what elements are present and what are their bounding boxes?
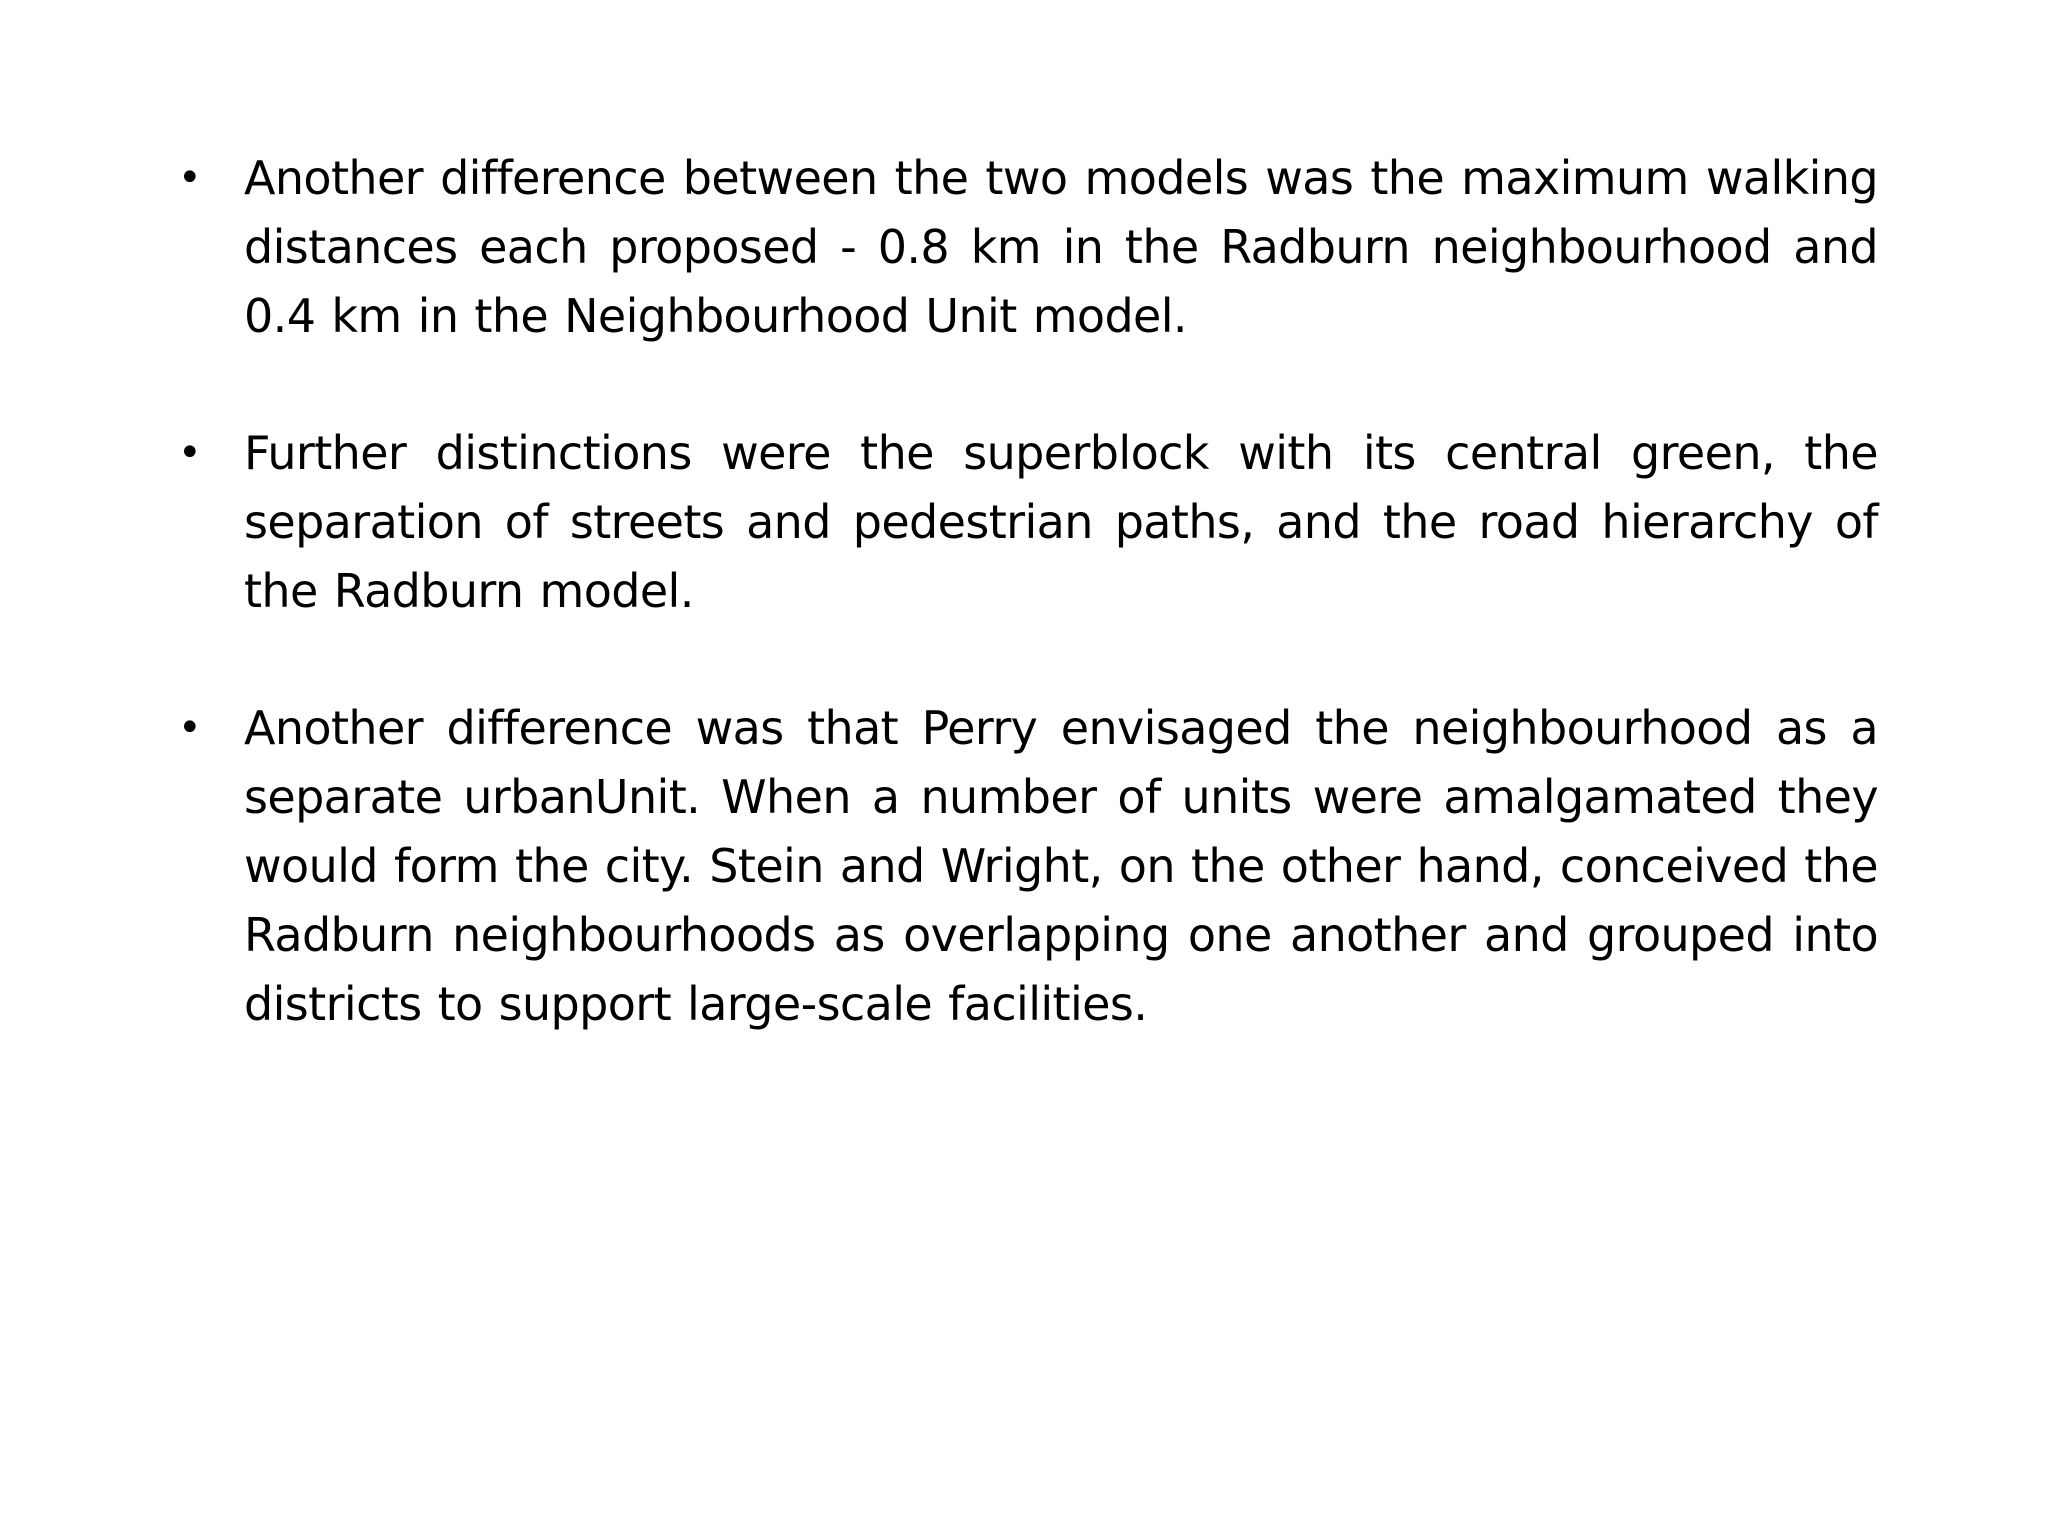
bullet-item-further-distinctions	[178, 419, 1878, 626]
bullet-item-walking-distances	[178, 144, 1878, 351]
bullet-list	[178, 144, 1878, 1107]
bullet-text: Another difference between the two models was the maximum walking distances each proposed - 0.8 km in the Radburn neighbourhood and 0.4 km in the Neighbourhood Unit model.	[244, 151, 1878, 343]
bullet-dot-icon: •	[178, 705, 201, 751]
bullet-dot-icon: •	[178, 430, 201, 476]
bullet-dot-icon: •	[178, 155, 201, 201]
bullet-text: Another difference was that Perry envisaged the neighbourhood as a separate urbanUnit. When a number of units were amalgamated they would form the city. Stein and Wright, on the other hand, conceived the Radburn neighbourhoods as overlapping one another and grouped into districts to support large-scale facilities.	[244, 701, 1878, 1031]
bullet-item-perry-vs-stein-wright	[178, 694, 1878, 1039]
bullet-text: Further distinctions were the superblock with its central green, the separation of streets and pedestrian paths, and the road hierarchy of the Radburn model.	[244, 426, 1878, 618]
